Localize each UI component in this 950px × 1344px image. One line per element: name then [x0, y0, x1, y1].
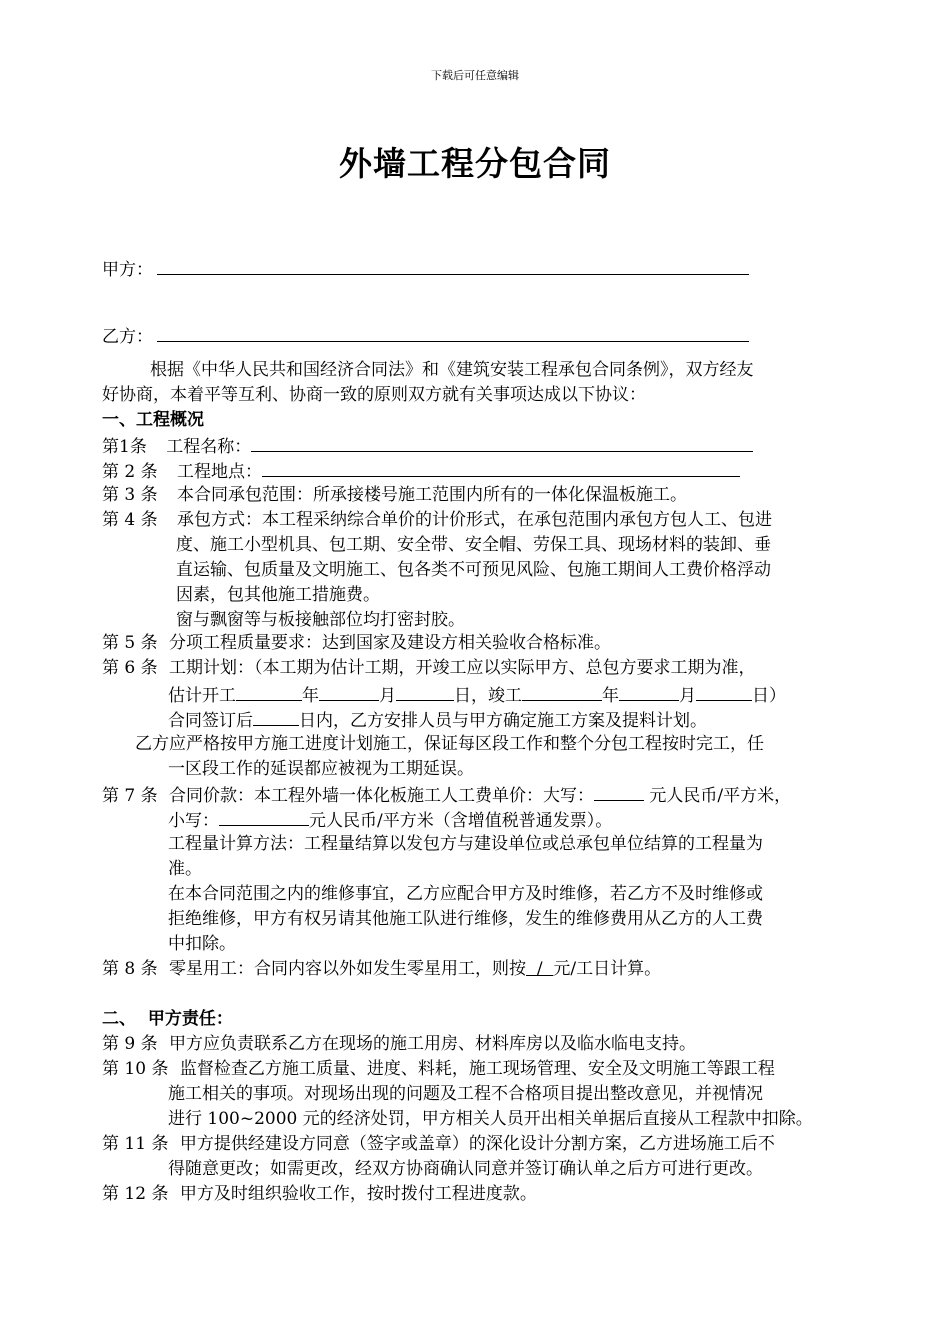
month-label: 月	[379, 686, 396, 706]
article-2	[102, 458, 740, 484]
article-7-line-5: 在本合同范围之内的维修事宜，乙方应配合甲方及时维修，若乙方不及时维修或	[168, 884, 763, 904]
article-6-label: 第 6 条	[102, 658, 158, 678]
party-b-blank	[157, 323, 749, 342]
article-3-label: 第 3 条	[102, 485, 158, 505]
article-7-line-6: 拒绝维修，甲方有权另请其他施工队进行维修，发生的维修费用从乙方的人工费	[168, 909, 763, 929]
article-10-label: 第 10 条	[102, 1059, 169, 1079]
article-7-line-1a: 合同价款：本工程外墙一体化板施工人工费单价：大写：	[169, 786, 595, 806]
days-blank	[253, 707, 299, 726]
article-6	[102, 656, 756, 680]
project-site-blank	[262, 458, 740, 477]
article-11	[102, 1132, 775, 1156]
article-7-line-2a: 小写：	[168, 811, 219, 831]
article-7	[102, 782, 791, 808]
price-words-blank	[594, 782, 644, 801]
article-8-label: 第 8 条	[102, 959, 158, 979]
header-note: 下载后可任意编辑	[431, 69, 519, 82]
party-a-label: 甲方：	[102, 260, 153, 280]
article-5-label: 第 5 条	[102, 633, 158, 653]
article-6-line-3	[168, 707, 707, 733]
article-1	[102, 433, 753, 459]
article-10-line-1: 监督检查乙方施工质量、进度、料耗，施工现场管理、安全及文明施工等跟工程	[179, 1059, 775, 1079]
price-figures-blank	[219, 807, 309, 826]
article-3-text: 本合同承包范围：所承接楼号施工范围内所有的一体化保温板施工。	[177, 485, 688, 505]
article-1-text: 工程名称：	[166, 437, 252, 457]
article-7-line-2b: 元人民币/平方米（含增值税普通发票）。	[309, 811, 613, 831]
article-10	[102, 1057, 775, 1081]
article-12-text: 甲方及时组织验收工作，按时拨付工程进度款。	[179, 1184, 537, 1204]
article-8	[102, 957, 661, 981]
article-6-dates	[168, 682, 786, 708]
project-name-blank	[251, 433, 753, 452]
article-4-label: 第 4 条	[102, 510, 158, 530]
start-label: 估计开工	[168, 686, 236, 706]
article-6-line-5: 一区段工作的延误都应被视为工期延误。	[168, 759, 474, 779]
article-5-text: 分项工程质量要求：达到国家及建设方相关验收合格标准。	[169, 633, 612, 653]
article-11-line-1: 甲方提供经建设方同意（签字或盖章）的深化设计分割方案，乙方进场施工后不	[179, 1134, 775, 1154]
party-a-blank	[157, 256, 749, 275]
article-1-label: 第1条	[102, 437, 147, 457]
article-10-line-3: 进行 100~2000 元的经济处罚，甲方相关人员开出相关单据后直接从工程款中扣除。	[168, 1109, 813, 1129]
article-4-line-4: 因素，包其他施工措施费。	[176, 585, 380, 605]
article-9-label: 第 9 条	[102, 1034, 158, 1054]
document-title: 外墙工程分包合同	[339, 144, 611, 183]
section-1-heading: 一、工程概况	[102, 410, 204, 430]
year-label-2: 年	[602, 686, 619, 706]
article-7-label: 第 7 条	[102, 786, 158, 806]
start-day-blank	[396, 682, 454, 701]
finish-month-blank	[619, 682, 679, 701]
article-7-line-1b: 元人民币/平方米，	[644, 786, 792, 806]
article-7-line-4: 准。	[168, 859, 202, 879]
section-2-heading: 二、 甲方责任：	[102, 1009, 233, 1029]
article-4-line-5: 窗与飘窗等与板接触部位均打密封胶。	[176, 610, 465, 630]
article-5	[102, 631, 611, 655]
party-a-row	[102, 256, 749, 282]
article-4	[102, 508, 772, 532]
article-9	[102, 1032, 696, 1056]
finish-label: 日，竣工	[454, 686, 522, 706]
day-label-2: 日）	[752, 686, 786, 706]
article-4-line-1: 承包方式：本工程采纳综合单价的计价形式，在承包范围内承包方包人工、包进	[177, 510, 773, 530]
article-10-line-2: 施工相关的事项。对现场出现的问题及工程不合格项目提出整改意见，并视情况	[168, 1084, 763, 1104]
article-7-line-7: 中扣除。	[168, 934, 236, 954]
signing-label: 合同签订后	[168, 711, 253, 731]
party-b-row	[102, 323, 749, 349]
article-8-text-b: 元/工日计算。	[553, 959, 662, 979]
finish-year-blank	[522, 682, 602, 701]
article-6-line-4: 乙方应严格按甲方施工进度计划施工，保证每区段工作和整个分包工程按时完工，任	[135, 734, 764, 754]
intro-line-1: 根据《中华人民共和国经济合同法》和《建筑安装工程承包合同条例》，双方经友	[150, 360, 754, 380]
article-3	[102, 483, 687, 507]
party-b-label: 乙方：	[102, 327, 153, 347]
article-2-text: 工程地点：	[177, 462, 263, 482]
article-7-line-3: 工程量计算方法：工程量结算以发包方与建设单位或总承包单位结算的工程量为	[168, 834, 763, 854]
article-8-text-a: 零星用工：合同内容以外如发生零星用工，则按	[169, 959, 527, 979]
start-year-blank	[236, 682, 302, 701]
year-label: 年	[302, 686, 319, 706]
intro-line-2: 好协商，本着平等互利、协商一致的原则双方就有关事项达成以下协议：	[102, 385, 646, 405]
article-9-text: 甲方应负责联系乙方在现场的施工用房、材料库房以及临水临电支持。	[169, 1034, 697, 1054]
article-7-line-2	[168, 807, 612, 833]
article-12	[102, 1182, 537, 1206]
article-11-label: 第 11 条	[102, 1134, 169, 1154]
finish-day-blank	[696, 682, 752, 701]
article-12-label: 第 12 条	[102, 1184, 169, 1204]
article-6-line-1: 工期计划：（本工期为估计工期，开竣工应以实际甲方、总包方要求工期为准，	[169, 658, 756, 678]
month-label-2: 月	[679, 686, 696, 706]
article-4-line-2: 度、施工小型机具、包工期、安全带、安全帽、劳保工具、现场材料的装卸、垂	[176, 535, 771, 555]
article-11-line-2: 得随意更改；如需更改，经双方协商确认同意并签订确认单之后方可进行更改。	[168, 1159, 763, 1179]
signing-text: 日内，乙方安排人员与甲方确定施工方案及提料计划。	[299, 711, 707, 731]
day-rate-blank: /	[526, 959, 554, 979]
article-2-label: 第 2 条	[102, 462, 158, 482]
start-month-blank	[319, 682, 379, 701]
article-4-line-3: 直运输、包质量及文明施工、包各类不可预见风险、包施工期间人工费价格浮动	[176, 560, 771, 580]
